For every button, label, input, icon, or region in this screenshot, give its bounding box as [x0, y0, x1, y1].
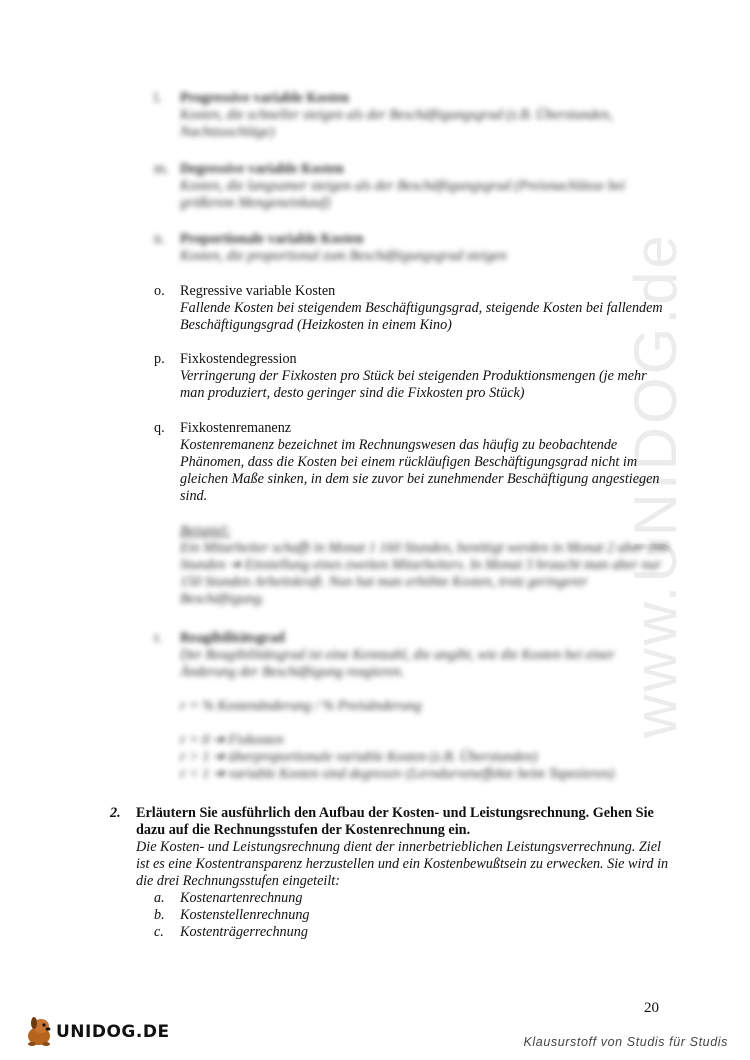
- item-marker: q.: [154, 420, 165, 436]
- item-description: Verringerung der Fixkosten pro Stück bei steigenden Produktionsmengen (je mehr man produziert, desto geringer sind die Fixkosten pro Stück): [180, 368, 647, 401]
- item-title: Progressive variable Kosten: [180, 90, 349, 106]
- list-item-q: [154, 420, 674, 505]
- list-item-m: [154, 161, 674, 212]
- question-2: [110, 805, 670, 941]
- item-description: Kosten, die proportional zum Beschäftigungsgrad steigen: [180, 248, 507, 264]
- example-block: [154, 523, 674, 608]
- unidog-logo: [22, 1012, 182, 1052]
- list-text: Kostenstellenrechnung: [180, 907, 310, 923]
- item-title: Proportionale variable Kosten: [180, 231, 364, 247]
- logo-text: UNIDOG.DE: [56, 1022, 170, 1042]
- case-line: r = 0 ➔ Fixkosten: [180, 732, 284, 748]
- list-marker: c.: [154, 924, 164, 940]
- stage-list: [154, 890, 670, 941]
- list-marker: b.: [154, 907, 165, 923]
- item-marker: p.: [154, 351, 165, 367]
- page-number: 20: [644, 1000, 659, 1016]
- list-item: [154, 924, 670, 941]
- item-title: Degressive variable Kosten: [180, 161, 344, 177]
- list-item-n: [154, 231, 674, 265]
- list-item: [154, 890, 670, 907]
- answer-text: Die Kosten- und Leistungsrechnung dient der innerbetrieblichen Leistungsverrechnung. Ziel ist es eine Kostentransparenz herzustellen und ein Kostenbewußtsein zu erwecken. Sie wird in die drei Rechnungsstufen eingeteilt:: [136, 839, 669, 889]
- dog-icon: [22, 1014, 58, 1050]
- item-title: Reagibilitätsgrad: [180, 630, 285, 646]
- list-marker: a.: [154, 890, 165, 906]
- list-item-l: [154, 90, 674, 141]
- item-title: Fixkostenremanenz: [180, 420, 292, 436]
- item-marker: r.: [154, 630, 162, 646]
- item-description: Kosten, die langsamer steigen als der Beschäftigungsgrad (Preisnachlässe bei größerem Mengeneinkauf): [180, 178, 626, 211]
- item-title: Regressive variable Kosten: [180, 283, 336, 299]
- list-text: Kostenträgerrechnung: [180, 924, 308, 940]
- formula: r = % Kostenänderung / % Preisänderung: [180, 698, 422, 714]
- question-number: 2.: [110, 805, 121, 821]
- case-line: r < 1 ➔ variable Kosten sind degressiv (Lerndurveneffekte beim Tapezieren): [180, 766, 615, 782]
- list-item-r: [154, 630, 674, 783]
- item-marker: o.: [154, 283, 165, 299]
- example-text: Ein Mitarbeiter schafft in Monat 1 160 Stunden, benötigt werden in Monat 2 aber 200 Stunden ➔ Einstellung eines zweiten Mitarbeiters. In Monat 3 braucht man aber nur 150 Stunden Arbeitskraft. Nun hat man erhöhte Kosten, trotz geringerer Beschäftigung.: [180, 540, 669, 607]
- item-title: Fixkostendegression: [180, 351, 297, 367]
- item-marker: l.: [154, 90, 162, 106]
- list-text: Kostenartenrechnung: [180, 890, 303, 906]
- case-line: r > 1 ➔ überproportionale variable Kosten (z.B. Überstunden): [180, 749, 538, 765]
- list-item-o: [154, 283, 674, 334]
- list-item-p: [154, 351, 674, 402]
- item-description: Kosten, die schneller steigen als der Beschäftigungsgrad (z.B. Überstunden, Nachtzuschläge): [180, 107, 613, 140]
- item-description: Der Reagibilitätsgrad ist eine Kennzahl, die angibt, wie die Kosten bei einer Änderung der Beschäftigung reagieren.: [180, 647, 615, 680]
- item-description: Kostenremanenz bezeichnet im Rechnungswesen das häufig zu beobachtende Phänomen, dass die Kosten bei einem rückläufigen Beschäftigungsgrad nicht im gleichen Maße sinken, in dem sie zuvor bei zunehmender Beschäftigung angestiegen sind.: [180, 437, 660, 504]
- list-item: [154, 907, 670, 924]
- footer-slogan: Klausurstoff von Studis für Studis: [523, 1035, 728, 1049]
- watermark: www.UNIDOG.de: [622, 232, 689, 738]
- item-marker: m.: [154, 161, 169, 177]
- item-description: Fallende Kosten bei steigendem Beschäftigungsgrad, steigende Kosten bei fallendem Beschäftigungsgrad (Heizkosten in einem Kino): [180, 300, 663, 333]
- question-heading: Erläutern Sie ausführlich den Aufbau der Kosten- und Leistungsrechnung. Gehen Sie dazu auf die Rechnungsstufen der Kostenrechnung ein.: [136, 805, 654, 838]
- example-label: Beispiel:: [180, 523, 231, 539]
- item-marker: n.: [154, 231, 165, 247]
